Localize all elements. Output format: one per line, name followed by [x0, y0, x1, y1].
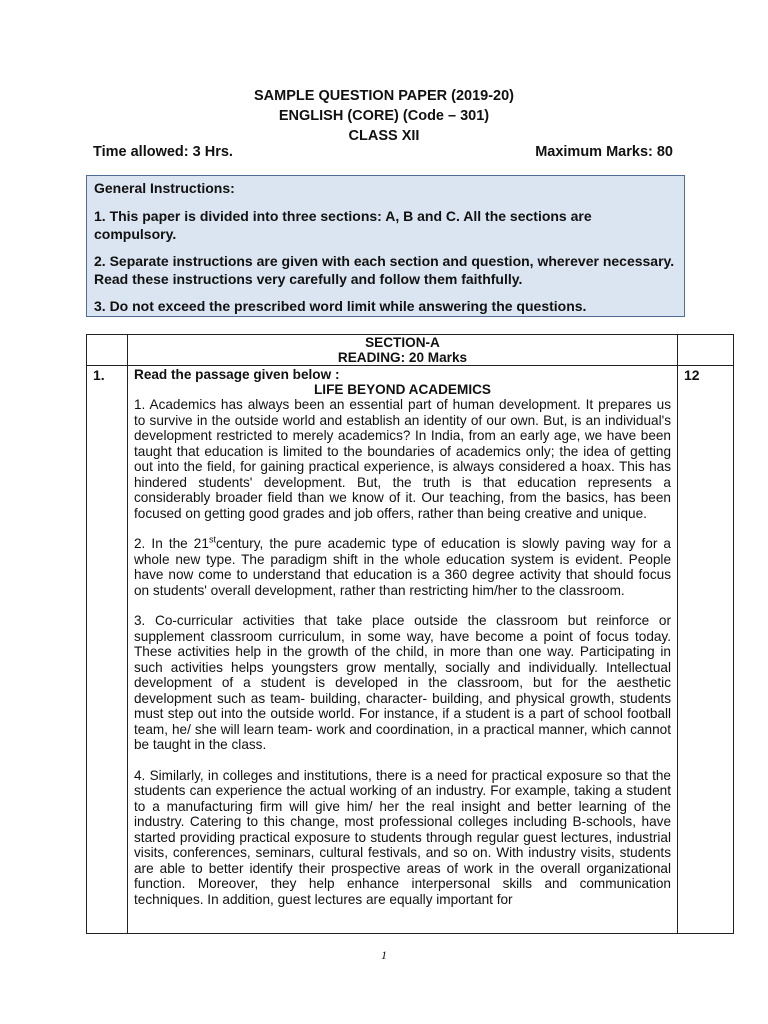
passage-paragraph [134, 536, 671, 598]
instructions-title: General Instructions: [94, 180, 235, 196]
question-lead: Read the passage given below : [134, 367, 340, 382]
paper-meta [93, 144, 673, 160]
question-marks: 12 [678, 366, 734, 934]
passage-paragraph: 1. Academics has always been an essential part of human development. It prepares us to survive in the outside world and establish an identity of our own. But, is an individual's development restricted to merely academics? In India, from an early age, we have been taught that education is limited to the boundaries of academics only; the idea of getting out into the field, for gaining practical experience, is always considered a hoax. This has hindered students' development. But, the truth is that education represents a considerably broader field than we know of it. Our teaching, from the basics, has been focused on getting good grades and job offers, rather than being creative and unique. [134, 397, 671, 521]
section-subtitle: READING: 20 Marks [337, 350, 468, 365]
general-instructions-box [86, 175, 685, 317]
passage-paragraph: 4. Similarly, in colleges and institutions, there is a need for practical exposure so that the students can experience the actual working of an industry. For example, taking a student to a manufacturing firm will give him/ her the real insight and better learning of the industry. Catering to this change, most professional colleges including B-schools, have started providing practical exposure to students through regular guest lectures, industrial visits, conferences, seminars, cultural festivals, and so on. With industry visits, students are able to better identify their prospective areas of work in the overall organizational function. Moreover, they help enhance interpersonal skills and communication techniques. In addition, guest lectures are equally important for [134, 767, 671, 907]
question-table [86, 334, 734, 934]
ordinal-suffix: st [208, 534, 216, 545]
instruction-item: 1. This paper is divided into three sections: A, B and C. All the sections are compulsory. [94, 208, 592, 242]
maximum-marks: Maximum Marks: 80 [535, 144, 673, 160]
section-heading [128, 335, 678, 366]
instruction-item: 2. Separate instructions are given with each section and question, wherever necessary. Read these instructions very carefully and follow them faithfully. [94, 253, 675, 287]
instruction-item: 3. Do not exceed the prescribed word limit while answering the questions. [94, 298, 587, 314]
paragraph-text: 2. In the 21 [134, 536, 209, 551]
question-row [87, 366, 734, 934]
page-number: 1 [381, 948, 387, 962]
paper-subject: ENGLISH (CORE) (Code – 301) [278, 108, 490, 124]
section-row [87, 335, 734, 366]
paper-class: CLASS XII [348, 128, 420, 144]
section-name: SECTION-A [365, 335, 440, 350]
paragraph-text: century, the pure academic type of education is slowly paving way for a whole new type. The paradigm shift in the whole education system is evident. People have now come to understand that education is a 360 degree activity that should focus on students' overall development, rather than restricting him/her to the classroom. [134, 536, 671, 598]
question-number: 1. [87, 366, 128, 934]
paper-header [0, 86, 768, 146]
question-body [128, 366, 678, 934]
paper-title: SAMPLE QUESTION PAPER (2019-20) [254, 88, 514, 104]
passage-paragraph: 3. Co-curricular activities that take place outside the classroom but reinforce or supplement classroom curriculum, in some way, have become a point of focus today. These activities help in the growth of the child, in more than one way. Participating in such activities helps youngsters grow mentally, socially and individually. Intellectual development of a student is developed in the classroom, but for the aesthetic development such as team- building, character- building, and physical growth, students must step out into the outside world. For instance, if a student is a part of school football team, he/ she will learn team- work and coordination, in a practical manner, which cannot be taught in the class. [134, 613, 671, 752]
time-allowed: Time allowed: 3 Hrs. [93, 144, 233, 160]
empty-cell [678, 335, 734, 366]
empty-cell [87, 335, 128, 366]
passage-title: LIFE BEYOND ACADEMICS [314, 382, 491, 397]
